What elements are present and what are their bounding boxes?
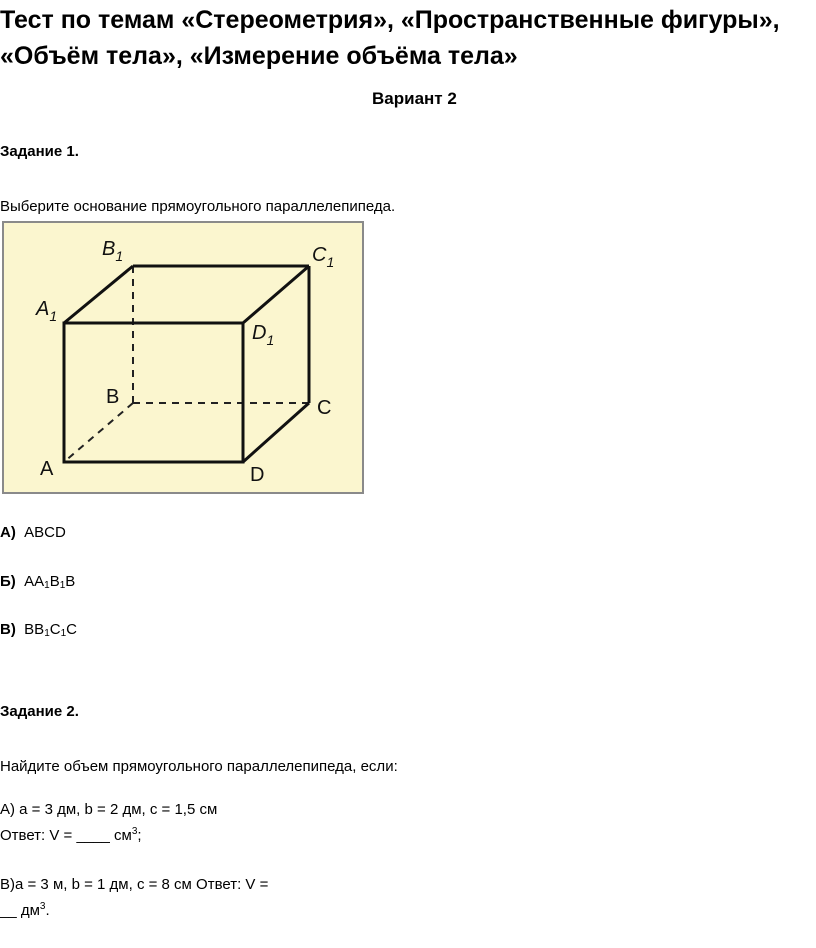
option-c [0, 621, 77, 638]
task-2-question: Найдите объем прямоугольного параллелепипеда, если: [0, 758, 398, 775]
label-a1: $A_1$ [36, 298, 58, 324]
label-b1: $B_1$ [102, 238, 124, 264]
label-c: C [317, 397, 332, 419]
task-1-heading: Задание 1. [0, 143, 79, 160]
option-c-letter: В) [0, 621, 16, 638]
task-1-question: Выберите основание прямоугольного параллелепипеда. [0, 198, 396, 215]
option-a-text: ABCD [24, 524, 66, 541]
edge-a-b [64, 403, 133, 462]
page-title-line-1: Тест по темам «Стереометрия», «Пространственные фигуры», [0, 6, 780, 34]
label-c1: $C_1$ [312, 244, 335, 270]
edge-c-d [243, 403, 309, 462]
variant-label: Вариант 2 [372, 89, 457, 108]
option-c-text: $BB_1C_1C$ [24, 621, 77, 639]
edge-a1-b1 [64, 266, 133, 323]
parallelepiped-drawing [4, 223, 362, 492]
label-a: A [40, 458, 54, 480]
option-a [0, 524, 66, 541]
edge-c1-d1 [243, 266, 309, 323]
option-b [0, 573, 75, 590]
task-2-b-condition: В)a = 3 м, b = 1 дм, c = 8 см Ответ: V = [0, 876, 269, 893]
label-b: B [106, 386, 120, 408]
page-title-line-2: «Объём тела», «Измерение объёма тела» [0, 42, 518, 70]
option-a-letter: А) [0, 524, 16, 541]
task-2-a-answer: Ответ: V = ____ $см^3$; [0, 826, 142, 844]
parallelepiped-figure [2, 221, 364, 494]
option-b-letter: Б) [0, 573, 16, 590]
label-d: D [250, 464, 265, 486]
task-2-heading: Задание 2. [0, 703, 79, 720]
task-2-a-condition: А) a = 3 дм, b = 2 дм, c = 1,5 см [0, 801, 218, 818]
option-b-text: $AA_1B_1B$ [24, 573, 76, 591]
front-face [64, 323, 243, 462]
label-d1: $D_1$ [252, 322, 275, 348]
task-2-b-answer: __ $дм^3$. [0, 901, 50, 919]
